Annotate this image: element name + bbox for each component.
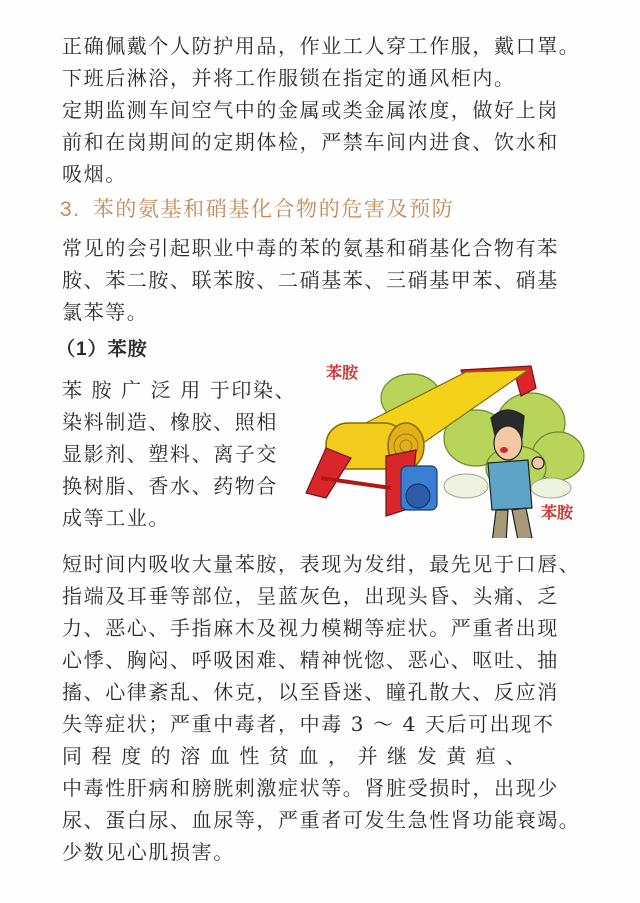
subsection-title: 苯胺 xyxy=(107,338,148,360)
illustration-label-bottom: 苯胺 xyxy=(541,505,574,522)
subsection-heading xyxy=(56,334,148,361)
text-line: 中毒性肝病和膀胱刺激症状等。肾脏受损时，出现少 xyxy=(62,776,559,800)
text-line: 换树脂、香水、药物合 xyxy=(62,474,278,498)
aniline-illustration xyxy=(296,348,596,538)
text-line: 心悸、胸闷、呼吸困难、精神恍惚、恶心、呕吐、抽 xyxy=(62,648,559,672)
section-number: 3. xyxy=(60,198,81,221)
text-line: 正确佩戴个人防护用品，作业工人穿工作服，戴口罩。 xyxy=(62,34,581,58)
text-line: 下班后淋浴，并将工作服锁在指定的通风柜内。 xyxy=(62,66,516,90)
text-line: 吸烟。 xyxy=(62,162,127,186)
subsection-number: （1） xyxy=(56,339,108,360)
text-line: 苯 胺 广 泛 用 于印染、 xyxy=(62,378,297,402)
section-heading xyxy=(60,194,454,225)
section-intro-paragraph xyxy=(62,232,602,328)
intro-paragraph xyxy=(62,30,602,190)
symptoms-paragraph xyxy=(62,548,602,868)
text-line: 氯苯等。 xyxy=(62,300,149,324)
text-line: 胺、苯二胺、联苯胺、二硝基苯、三硝基甲苯、硝基 xyxy=(62,268,559,292)
text-line: 尿、蛋白尿、血尿等，严重者可发生急性肾功能衰竭。 xyxy=(62,808,581,832)
text-line: 前和在岗期间的定期体检，严禁车间内进食、饮水和 xyxy=(62,130,559,154)
text-line: 同 程 度 的 溶 血 性 贫 血 ， 并 继 发 黄 疸 、 xyxy=(62,744,527,768)
text-line: 定期监测车间空气中的金属或类金属浓度，做好上岗 xyxy=(62,98,559,122)
text-line: 力、恶心、手指麻木及视力模糊等症状。严重者出现 xyxy=(62,616,559,640)
illustration-label-top: 苯胺 xyxy=(326,365,359,382)
text-line: 显影剂、塑料、离子交 xyxy=(62,442,278,466)
section-title: 苯的氨基和硝基化合物的危害及预防 xyxy=(92,197,455,221)
text-line: 染料制造、橡胶、照相 xyxy=(62,410,278,434)
text-line: 失等症状；严重中毒者，中毒 3 ～ 4 天后可出现不 xyxy=(62,712,555,736)
text-line: 搐、心律紊乱、休克，以至昏迷、瞳孔散大、反应消 xyxy=(62,680,559,704)
text-line: 短时间内吸收大量苯胺，表现为发绀，最先见于口唇、 xyxy=(62,552,581,576)
usage-paragraph xyxy=(62,374,302,534)
text-line: 常见的会引起职业中毒的苯的氨基和硝基化合物有苯 xyxy=(62,236,559,260)
text-line: 成等工业。 xyxy=(62,506,170,530)
text-line: 少数见心肌损害。 xyxy=(62,840,235,864)
text-line: 指端及耳垂等部位，呈蓝灰色，出现头昏、头痛、乏 xyxy=(62,584,559,608)
